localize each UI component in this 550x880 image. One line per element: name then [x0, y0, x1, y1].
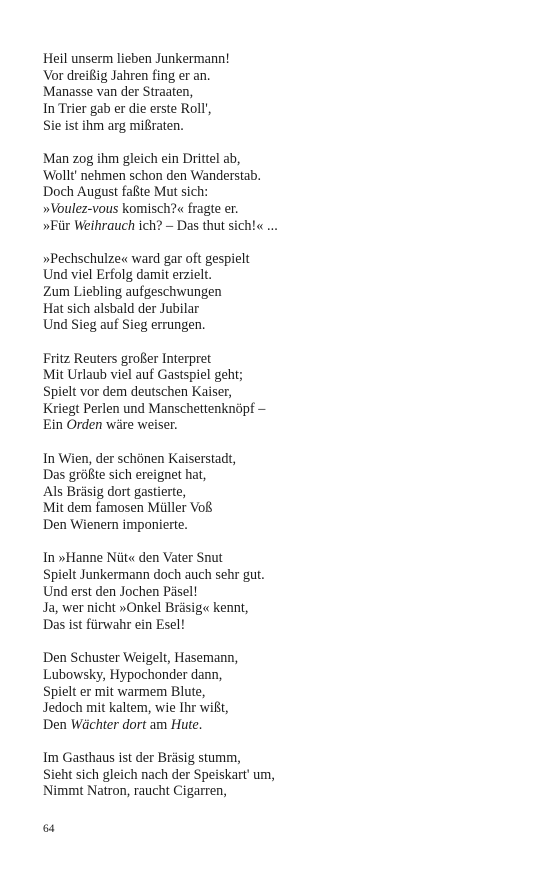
line-text: Als Bräsig dort gastierte, — [43, 483, 187, 500]
poem-line — [43, 151, 513, 168]
italic-text: Orden — [66, 417, 103, 434]
line-text: Spielt vor dem deutschen Kaiser, — [43, 383, 232, 400]
poem-line — [43, 567, 513, 584]
poem-line — [43, 783, 513, 800]
stanza — [43, 51, 513, 134]
poem-line — [43, 617, 513, 634]
italic-text: Wächter dort — [70, 716, 147, 733]
stanza — [43, 650, 513, 733]
line-text: Man zog ihm gleich ein Drittel ab, — [43, 150, 241, 167]
poem-line — [43, 417, 513, 434]
line-text: wäre weiser. — [102, 417, 178, 434]
line-text: Und Sieg auf Sieg errungen. — [43, 317, 206, 334]
poem-line — [43, 184, 513, 201]
poem-line — [43, 584, 513, 601]
line-text: Doch August faßte Mut sich: — [43, 184, 209, 201]
line-text: Nimmt Natron, raucht Cigarren, — [43, 783, 227, 800]
poem-line — [43, 68, 513, 85]
line-text: Wollt' nehmen schon den Wanderstab. — [43, 167, 262, 184]
italic-text: Hute — [170, 716, 199, 733]
line-text: Und erst den Jochen Päsel! — [43, 583, 198, 600]
poem-line — [43, 51, 513, 68]
poem-line — [43, 451, 513, 468]
poem-line — [43, 517, 513, 534]
stanza — [43, 251, 513, 334]
line-text: Sieht sich gleich nach der Speiskart' um, — [43, 766, 275, 783]
poem-line — [43, 384, 513, 401]
line-text: . — [198, 716, 203, 733]
poem-line — [43, 767, 513, 784]
poem-line — [43, 367, 513, 384]
line-text: Den Schuster Weigelt, Hasemann, — [43, 650, 239, 667]
poem-line — [43, 284, 513, 301]
line-text: Fritz Reuters großer Interpret — [43, 350, 212, 367]
line-text: Lubowsky, Hypochonder dann, — [43, 666, 223, 683]
line-text: Ja, wer nicht »Onkel Bräsig« kennt, — [43, 600, 249, 617]
poem-line — [43, 317, 513, 334]
page-number: 64 — [43, 823, 55, 835]
poem-line — [43, 218, 513, 235]
poem-line — [43, 600, 513, 617]
line-text: ich? – Das thut sich!« ... — [135, 217, 278, 234]
poem-line — [43, 168, 513, 185]
line-text: In Wien, der schönen Kaiserstadt, — [43, 450, 237, 467]
poem-line — [43, 467, 513, 484]
italic-text: Voulez-vous — [50, 200, 119, 217]
poem-line — [43, 500, 513, 517]
poem-line — [43, 650, 513, 667]
line-text: Zum Liebling aufgeschwungen — [43, 284, 222, 301]
stanza — [43, 151, 513, 234]
stanza — [43, 451, 513, 534]
poem-line — [43, 351, 513, 368]
stanza — [43, 550, 513, 633]
line-text: Manasse van der Straaten, — [43, 84, 194, 101]
italic-text: Weihrauch — [73, 217, 136, 234]
line-text: Heil unserm lieben Junkermann! — [43, 51, 231, 67]
line-text: Sie ist ihm arg mißraten. — [43, 117, 184, 134]
poem-line — [43, 101, 513, 118]
line-text: Vor dreißig Jahren fing er an. — [43, 67, 211, 84]
line-text: Hat sich alsbald der Jubilar — [43, 300, 199, 317]
poem-line — [43, 750, 513, 767]
line-text: » — [43, 200, 51, 217]
poem-line — [43, 84, 513, 101]
poem-line — [43, 118, 513, 135]
line-text: Spielt er mit warmem Blute, — [43, 683, 206, 700]
line-text: Mit Urlaub viel auf Gastspiel geht; — [43, 367, 243, 384]
line-text: Das ist fürwahr ein Esel! — [43, 617, 186, 633]
line-text: Kriegt Perlen und Manschettenknöpf – — [43, 400, 266, 417]
stanza — [43, 750, 513, 800]
poem-line — [43, 251, 513, 268]
poem-line — [43, 484, 513, 501]
line-text: komisch?« fragte er. — [118, 200, 239, 217]
line-text: »Pechschulze« ward gar oft gespielt — [43, 250, 250, 267]
line-text: Den Wienern imponierte. — [43, 517, 188, 534]
poem-line — [43, 717, 513, 734]
line-text: In Trier gab er die erste Roll', — [43, 100, 212, 117]
line-text: am — [146, 716, 171, 733]
line-text: Und viel Erfolg damit erzielt. — [43, 267, 212, 284]
line-text: In »Hanne Nüt« den Vater Snut — [43, 550, 223, 567]
line-text: »Für — [43, 217, 74, 234]
poem-line — [43, 267, 513, 284]
line-text: Ein — [43, 417, 67, 434]
poem-text — [43, 51, 513, 817]
line-text: Mit dem famosen Müller Voß — [43, 500, 213, 517]
line-text: Jedoch mit kaltem, wie Ihr wißt, — [43, 700, 229, 717]
poem-line — [43, 700, 513, 717]
line-text: Den — [43, 716, 71, 733]
poem-line — [43, 301, 513, 318]
line-text: Das größte sich ereignet hat, — [43, 467, 207, 484]
poem-line — [43, 550, 513, 567]
line-text: Im Gasthaus ist der Bräsig stumm, — [43, 750, 241, 767]
line-text: Spielt Junkermann doch auch sehr gut. — [43, 567, 265, 584]
poem-line — [43, 684, 513, 701]
stanza — [43, 351, 513, 434]
poem-line — [43, 667, 513, 684]
poem-line — [43, 201, 513, 218]
poem-line — [43, 401, 513, 418]
